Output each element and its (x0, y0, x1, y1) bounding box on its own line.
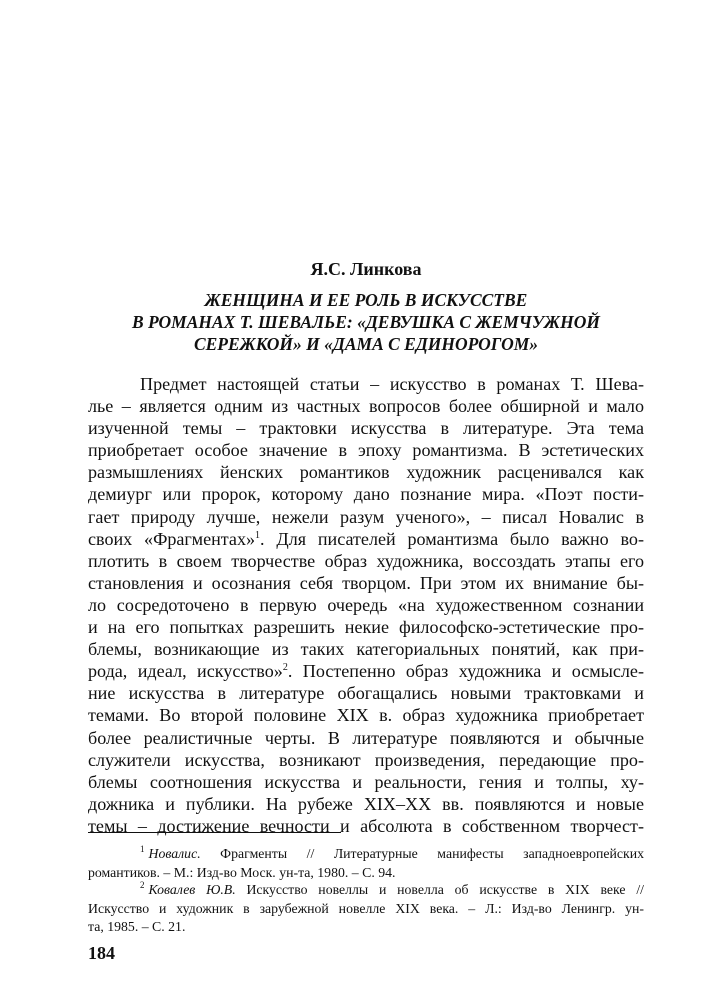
footnote-number: 1 (140, 844, 145, 854)
body-line: темами. Во второй половине XIX в. образ художника приобретает (88, 705, 644, 726)
body-text: своих «Фрагментах» (88, 528, 256, 549)
body-line: и на его попытках разрешить некие философско-эстетические про- (88, 617, 644, 638)
body-line: блемы соотношения искусства и реальности, гения и толпы, ху- (88, 771, 644, 792)
body-line: Предмет настоящей статьи – искусство в романах Т. Шева- (140, 374, 644, 394)
page (88, 0, 644, 1005)
article-body (88, 373, 644, 837)
footnote-number: 2 (140, 880, 145, 890)
body-line: ло сосредоточено в первую очередь «на художественном сознании (88, 594, 644, 615)
footnote-ref-2[interactable]: 2 (282, 662, 288, 674)
body-line: размышлениях йенских романтиков художник расценивался как (88, 462, 644, 483)
footnote-author: Ковалев Ю.В. (148, 882, 236, 897)
body-line (88, 660, 644, 682)
page-number: 184 (88, 943, 115, 963)
body-line: становления и осознания себя творцом. При этом их внимание бы- (88, 572, 644, 593)
title-line: В РОМАНАХ Т. ШЕВАЛЬЕ: «ДЕВУШКА С ЖЕМЧУЖНОЙ (132, 312, 600, 332)
body-line: гает природу лучше, нежели разум ученого», – писал Новалис в (88, 506, 644, 527)
body-line: служители искусства, возникают произведения, передающие про- (88, 749, 644, 770)
body-text: рода, идеал, искусство» (88, 661, 283, 682)
footnote-2 (88, 881, 644, 937)
footnote-divider (88, 832, 341, 833)
footnote-text: Фрагменты // Литературные манифесты западноевропейских (200, 846, 644, 861)
body-line: лье – является одним из частных вопросов более обширной и мало (88, 396, 644, 417)
body-line: изученной темы – трактовки искусства в литературе. Эта тема (88, 418, 644, 439)
body-text: . Для писателей романтизма было важно во- (260, 528, 644, 549)
footnote-author: Новалис. (148, 846, 201, 861)
body-line: блемы, возникающие из таких категориальных понятий, как при- (88, 639, 644, 660)
body-text: . Постепенно образ художника и осмысле- (287, 661, 644, 682)
footnote-1 (88, 845, 644, 882)
footnote-line: романтиков. – М.: Изд-во Моск. ун-та, 1980. – С. 94. (88, 864, 396, 880)
body-line: приобретает особое значение в эпоху романтизма. В эстетических (88, 440, 644, 461)
body-line (88, 528, 644, 550)
body-line: плотить в своем творчестве образ художника, воссоздать этапы его (88, 550, 644, 571)
title-line: СЕРЕЖКОЙ» И «ДАМА С ЕДИНОРОГОМ» (193, 334, 539, 354)
footnote-ref-1[interactable]: 1 (255, 529, 261, 541)
footnote-line (88, 845, 644, 864)
body-line: темы – достижение вечности и абсолюта в собственном творчест- (88, 815, 644, 836)
footnote-line (88, 881, 644, 900)
body-line: более реалистичные черты. В литературе появляются и обычные (88, 727, 644, 748)
body-line: ние искусства в литературе обогащались новыми трактовками и (88, 683, 644, 704)
body-line: дожника и публики. На рубеже XIX–XX вв. появляются и новые (88, 793, 644, 814)
article-title (88, 289, 644, 355)
article-author: Я.С. Линкова (310, 259, 422, 279)
footnote-line: Искусство и художник в зарубежной новелле XIX века. – Л.: Изд-во Ленингр. ун- (88, 900, 644, 916)
title-line: ЖЕНЩИНА И ЕЕ РОЛЬ В ИСКУССТВЕ (204, 290, 528, 310)
footnote-line: та, 1985. – С. 21. (88, 919, 186, 934)
body-line: демиург или пророк, которому дано познание мира. «Поэт пости- (88, 484, 644, 505)
footnote-text: Искусство новеллы и новелла об искусстве в XIX веке // (235, 882, 644, 897)
